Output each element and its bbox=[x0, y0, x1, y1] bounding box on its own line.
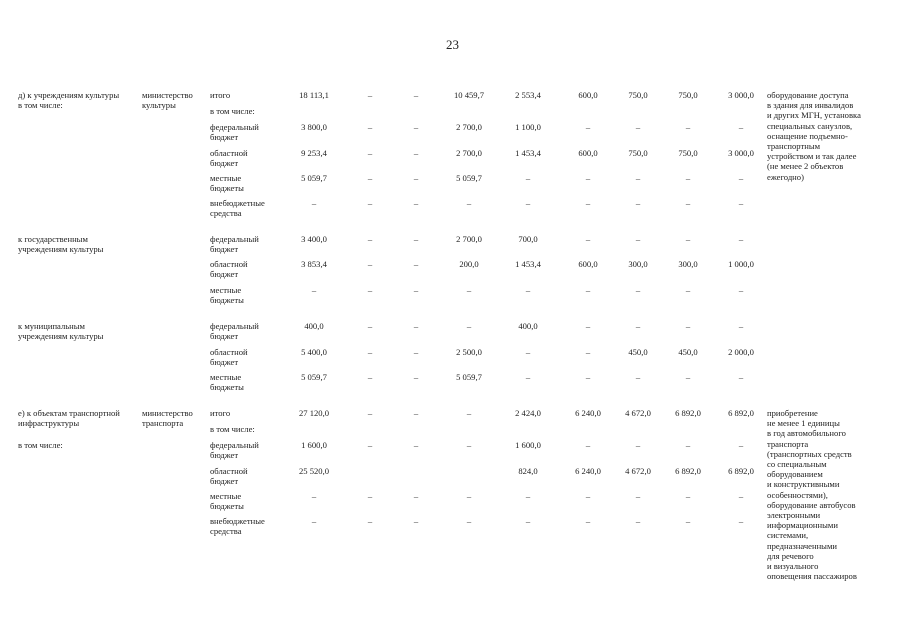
funding-source-label: областной бюджет bbox=[210, 466, 248, 487]
table-cell: 27 120,0 bbox=[298, 408, 330, 418]
table-cell: 750,0 bbox=[678, 90, 698, 100]
table-cell: – bbox=[525, 347, 531, 357]
table-cell: – bbox=[413, 90, 419, 100]
table-cell: 1 600,0 bbox=[301, 440, 327, 450]
table-cell: – bbox=[367, 148, 373, 158]
table-cell: – bbox=[635, 516, 641, 526]
table-cell: 25 520,0 bbox=[298, 466, 330, 476]
table-cell: – bbox=[685, 372, 691, 382]
table-cell: – bbox=[738, 234, 744, 244]
table-cell: 1 453,4 bbox=[515, 148, 541, 158]
table-cell: – bbox=[367, 491, 373, 501]
table-cell: – bbox=[685, 122, 691, 132]
table-cell: – bbox=[635, 372, 641, 382]
table-cell: – bbox=[585, 122, 591, 132]
table-cell: 2 500,0 bbox=[456, 347, 482, 357]
table-cell: 1 100,0 bbox=[515, 122, 541, 132]
table-cell: 1 600,0 bbox=[515, 440, 541, 450]
table-cell: – bbox=[311, 516, 317, 526]
table-cell: – bbox=[585, 491, 591, 501]
table-cell: 400,0 bbox=[518, 321, 538, 331]
table-cell: 5 059,7 bbox=[301, 372, 327, 382]
table-cell: – bbox=[525, 198, 531, 208]
measures-note: приобретение не менее 1 единицы в год автомобильного транспорта (транспортных средств со специальным оборудованием и конструктивными особенностями), оборудование автобусов электронными информационными системами, предназначенными для речевого и визуального оповещения пассажиров bbox=[767, 408, 857, 582]
section-name: к государственным учреждениям культуры bbox=[18, 234, 104, 255]
table-cell: – bbox=[525, 491, 531, 501]
table-cell: – bbox=[413, 285, 419, 295]
table-cell: – bbox=[466, 408, 472, 418]
table-cell: – bbox=[413, 321, 419, 331]
table-cell: – bbox=[738, 122, 744, 132]
table-cell: – bbox=[685, 440, 691, 450]
table-cell: – bbox=[635, 173, 641, 183]
table-cell: 3 000,0 bbox=[728, 148, 754, 158]
table-cell: – bbox=[413, 491, 419, 501]
table-cell: – bbox=[367, 516, 373, 526]
table-cell: – bbox=[413, 234, 419, 244]
responsible-ministry: министерство транспорта bbox=[142, 408, 193, 429]
table-cell: – bbox=[466, 198, 472, 208]
funding-source-label: федеральный бюджет bbox=[210, 122, 259, 143]
measures-note: оборудование доступа в здания для инвалидов и других МГН, установка специальных санузлов, оснащение подъемно- транспортным устройством и так далее (не менее 2 объектов ежегодно) bbox=[767, 90, 861, 182]
table-cell: – bbox=[585, 234, 591, 244]
table-cell: – bbox=[466, 516, 472, 526]
table-cell: – bbox=[738, 440, 744, 450]
funding-source-label: в том числе: bbox=[210, 106, 255, 116]
table-cell: 6 892,0 bbox=[728, 466, 754, 476]
table-cell: – bbox=[466, 285, 472, 295]
table-cell: – bbox=[738, 321, 744, 331]
table-cell: – bbox=[585, 440, 591, 450]
table-cell: – bbox=[585, 347, 591, 357]
table-cell: 3 400,0 bbox=[301, 234, 327, 244]
table-cell: – bbox=[367, 347, 373, 357]
table-cell: 450,0 bbox=[678, 347, 698, 357]
table-cell: – bbox=[525, 372, 531, 382]
table-cell: – bbox=[413, 440, 419, 450]
table-cell: 750,0 bbox=[678, 148, 698, 158]
table-cell: – bbox=[738, 491, 744, 501]
table-cell: – bbox=[413, 347, 419, 357]
table-cell: – bbox=[367, 372, 373, 382]
table-cell: 2 000,0 bbox=[728, 347, 754, 357]
responsible-ministry: министерство культуры bbox=[142, 90, 193, 111]
table-cell: – bbox=[635, 122, 641, 132]
table-cell: 6 892,0 bbox=[675, 466, 701, 476]
table-cell: 6 892,0 bbox=[675, 408, 701, 418]
funding-source-label: областной бюджет bbox=[210, 347, 248, 368]
funding-source-label: федеральный бюджет bbox=[210, 440, 259, 461]
funding-source-label: местные бюджеты bbox=[210, 173, 244, 194]
table-cell: – bbox=[685, 173, 691, 183]
table-cell: 10 459,7 bbox=[453, 90, 485, 100]
table-cell: – bbox=[413, 148, 419, 158]
table-cell: – bbox=[685, 198, 691, 208]
funding-source-label: местные бюджеты bbox=[210, 372, 244, 393]
table-cell: 600,0 bbox=[578, 259, 598, 269]
table-cell: – bbox=[685, 491, 691, 501]
funding-source-label: федеральный бюджет bbox=[210, 321, 259, 342]
table-cell: 300,0 bbox=[628, 259, 648, 269]
table-cell: – bbox=[311, 198, 317, 208]
table-cell: 6 240,0 bbox=[575, 466, 601, 476]
table-cell: – bbox=[466, 321, 472, 331]
section-name: к муниципальным учреждениям культуры bbox=[18, 321, 104, 342]
table-cell: 600,0 bbox=[578, 90, 598, 100]
table-cell: 2 424,0 bbox=[515, 408, 541, 418]
table-cell: – bbox=[635, 198, 641, 208]
table-cell: – bbox=[635, 234, 641, 244]
funding-source-label: внебюджетные средства bbox=[210, 198, 265, 219]
page-number: 23 bbox=[446, 37, 459, 52]
table-cell: – bbox=[413, 408, 419, 418]
table-cell: – bbox=[585, 173, 591, 183]
table-cell: 3 853,4 bbox=[301, 259, 327, 269]
table-cell: – bbox=[635, 285, 641, 295]
table-cell: – bbox=[413, 516, 419, 526]
table-cell: 824,0 bbox=[518, 466, 538, 476]
table-cell: 400,0 bbox=[304, 321, 324, 331]
funding-source-label: областной бюджет bbox=[210, 148, 248, 169]
funding-source-label: итого bbox=[210, 408, 231, 418]
funding-source-label: областной бюджет bbox=[210, 259, 248, 280]
section-name: д) к учреждениям культуры в том числе: bbox=[18, 90, 120, 111]
table-cell: 600,0 bbox=[578, 148, 598, 158]
table-cell: – bbox=[585, 321, 591, 331]
table-cell: 1 453,4 bbox=[515, 259, 541, 269]
table-cell: – bbox=[738, 516, 744, 526]
table-cell: 2 553,4 bbox=[515, 90, 541, 100]
table-cell: – bbox=[685, 516, 691, 526]
table-cell: 300,0 bbox=[678, 259, 698, 269]
table-cell: – bbox=[413, 372, 419, 382]
table-cell: 5 059,7 bbox=[301, 173, 327, 183]
funding-source-label: внебюджетные средства bbox=[210, 516, 265, 537]
table-cell: – bbox=[367, 173, 373, 183]
table-cell: – bbox=[367, 321, 373, 331]
table-cell: – bbox=[738, 372, 744, 382]
table-cell: – bbox=[413, 122, 419, 132]
table-cell: 5 059,7 bbox=[456, 173, 482, 183]
table-cell: – bbox=[413, 198, 419, 208]
table-cell: – bbox=[466, 491, 472, 501]
table-cell: – bbox=[525, 285, 531, 295]
table-cell: – bbox=[685, 321, 691, 331]
table-cell: – bbox=[413, 173, 419, 183]
funding-source-label: местные бюджеты bbox=[210, 285, 244, 306]
table-cell: – bbox=[311, 491, 317, 501]
table-cell: 2 700,0 bbox=[456, 234, 482, 244]
table-cell: – bbox=[738, 173, 744, 183]
table-cell: 200,0 bbox=[459, 259, 479, 269]
table-cell: – bbox=[367, 198, 373, 208]
table-cell: 5 400,0 bbox=[301, 347, 327, 357]
table-cell: – bbox=[635, 440, 641, 450]
table-cell: – bbox=[311, 285, 317, 295]
table-cell: – bbox=[367, 90, 373, 100]
table-cell: – bbox=[635, 321, 641, 331]
table-cell: – bbox=[738, 198, 744, 208]
table-cell: 2 700,0 bbox=[456, 122, 482, 132]
table-cell: – bbox=[367, 122, 373, 132]
table-cell: – bbox=[685, 285, 691, 295]
table-cell: – bbox=[585, 285, 591, 295]
table-cell: 4 672,0 bbox=[625, 408, 651, 418]
funding-source-label: федеральный бюджет bbox=[210, 234, 259, 255]
table-cell: – bbox=[635, 491, 641, 501]
table-cell: – bbox=[685, 234, 691, 244]
table-cell: 6 892,0 bbox=[728, 408, 754, 418]
table-cell: 700,0 bbox=[518, 234, 538, 244]
table-cell: – bbox=[585, 372, 591, 382]
section-name: е) к объектам транспортной инфраструктуры bbox=[18, 408, 120, 429]
table-cell: 2 700,0 bbox=[456, 148, 482, 158]
table-cell: – bbox=[525, 173, 531, 183]
table-cell: 4 672,0 bbox=[625, 466, 651, 476]
funding-source-label: итого bbox=[210, 90, 231, 100]
funding-source-label: в том числе: bbox=[210, 424, 255, 434]
table-cell: 1 000,0 bbox=[728, 259, 754, 269]
table-cell: – bbox=[585, 198, 591, 208]
table-cell: – bbox=[413, 259, 419, 269]
table-cell: – bbox=[466, 440, 472, 450]
table-cell: – bbox=[367, 440, 373, 450]
table-cell: 5 059,7 bbox=[456, 372, 482, 382]
table-cell: 750,0 bbox=[628, 90, 648, 100]
table-cell: – bbox=[367, 259, 373, 269]
table-cell: 18 113,1 bbox=[299, 90, 329, 100]
table-cell: – bbox=[367, 234, 373, 244]
table-cell: 3 800,0 bbox=[301, 122, 327, 132]
table-cell: 450,0 bbox=[628, 347, 648, 357]
table-cell: – bbox=[525, 516, 531, 526]
table-cell: – bbox=[367, 285, 373, 295]
table-cell: – bbox=[738, 285, 744, 295]
table-cell: – bbox=[585, 516, 591, 526]
table-cell: – bbox=[367, 408, 373, 418]
table-cell: 750,0 bbox=[628, 148, 648, 158]
table-cell: 9 253,4 bbox=[301, 148, 327, 158]
section-subheading: в том числе: bbox=[18, 440, 63, 450]
table-cell: 6 240,0 bbox=[575, 408, 601, 418]
table-cell: 3 000,0 bbox=[728, 90, 754, 100]
funding-source-label: местные бюджеты bbox=[210, 491, 244, 512]
